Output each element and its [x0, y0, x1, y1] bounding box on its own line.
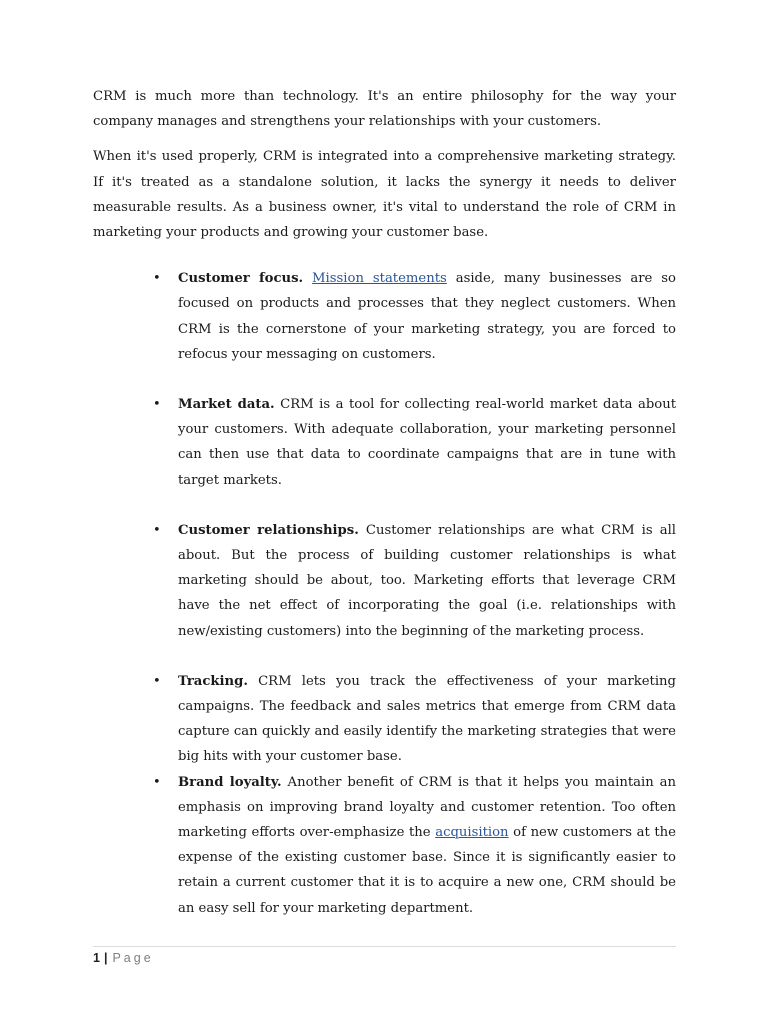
bullet-lead: Customer focus. — [178, 271, 304, 287]
bullet-lead: Customer relationships. — [178, 522, 359, 538]
bullet-text: Another benefit of CRM is that it helps you maintain an emphasis on improving brand loyalty and customer retention. Too often marketing efforts over-emphasize the — [178, 774, 676, 841]
bullet-text: of new customers at the expense of the existing customer base. Since it is significantly easier to retain a current customer that it is to acquire a new one, CRM should be an easy sell for your marketing department. — [178, 825, 676, 916]
bullet-text: aside, many businesses are so focused on products and processes that they neglect customers. When CRM is the cornerstone of your marketing strategy, you are forced to refocus your messaging on customers. — [178, 271, 676, 362]
bullet-text: CRM is a tool for collecting real-world market data about your customers. With adequate collaboration, your marketing personnel can then use that data to coordinate campaigns that are in tune with target markets. — [178, 397, 676, 488]
page-word: Page — [112, 951, 154, 965]
bullet-icon: • — [153, 397, 161, 413]
list-item-brand-loyalty — [93, 770, 676, 921]
bullet-icon: • — [153, 673, 161, 689]
page-number: 1 — [93, 951, 100, 965]
bullet-icon: • — [153, 522, 161, 538]
footer-separator: | — [103, 951, 108, 965]
bullet-text: CRM lets you track the effectiveness of your marketing campaigns. The feedback and sales metrics that emerge from CRM data capture can quickly and easily identify the marketing strategies that were big hits with your customer base. — [178, 673, 676, 765]
bullet-icon: • — [153, 271, 161, 287]
intro-paragraph-2: When it's used properly, CRM is integrated into a comprehensive marketing strategy. If it's treated as a standalone solution, it lacks the synergy it needs to deliver measurable results. As a business owner, it's vital to understand the role of CRM in marketing your products and growing your customer base. — [93, 149, 676, 241]
acquisition-link[interactable]: acquisition — [435, 825, 509, 841]
list-item-customer-relationships — [93, 518, 676, 644]
bullet-lead: Tracking. — [178, 673, 248, 689]
list-item-customer-focus — [93, 266, 676, 367]
bullet-lead: Brand loyalty. — [178, 774, 282, 790]
bullet-list — [93, 266, 676, 921]
mission-statements-link[interactable]: Mission statements — [312, 271, 447, 287]
document-body — [93, 84, 676, 921]
bullet-lead: Market data. — [178, 397, 275, 413]
page-number-label — [93, 950, 154, 966]
bullet-text: Customer relationships are what CRM is all about. But the process of building customer relationships is what marketing should be about, too. Marketing efforts that leverage CRM have the net effect of incorporating the goal (i.e. relationships with new/existing customers) into the beginning of the marketing process. — [178, 522, 677, 639]
list-item-market-data — [93, 392, 676, 493]
bullet-icon: • — [153, 774, 161, 790]
list-item-tracking — [93, 669, 676, 770]
page-footer — [93, 946, 676, 965]
intro-paragraph-1: CRM is much more than technology. It's an entire philosophy for the way your company manages and strengthens your relationships with your customers. — [93, 89, 676, 130]
